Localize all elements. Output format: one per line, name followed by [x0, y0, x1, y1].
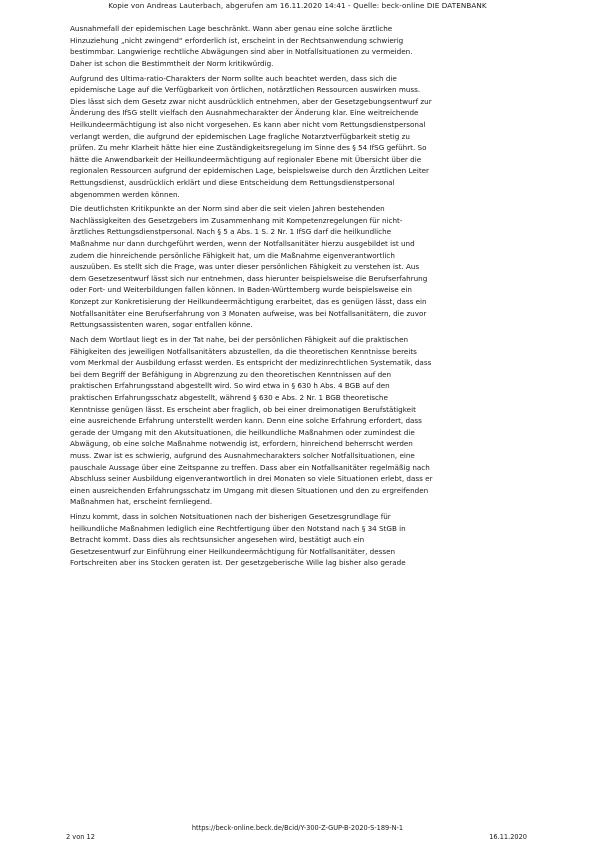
footer-date: 16.11.2020 [489, 833, 527, 841]
text-line: praktischen Erfahrungsschatz abgestellt, während § 630 e Abs. 2 Nr. 1 BGB theoretische [70, 392, 388, 402]
text-line: Abschluss seiner Ausbildung eigenverantwortlich in drei Monaten so viele Situationen erlebt, dass er [70, 474, 433, 484]
text-line: heilkundliche Maßnahmen lediglich eine Rechtfertigung über den Notstand nach § 34 StGB in [70, 523, 406, 533]
text-line: Änderung des IfSG stellt vielfach den Ausnahmecharakter der Änderung klar. Eine weitreichende [70, 108, 419, 118]
text-line: epidemische Lage auf die Verfügbarkeit von örtlichen, notärztlichen Ressourcen auswirken muss. [70, 85, 421, 95]
text-line: Abwägung, ob eine solche Maßnahme notwendig ist, erfordern, hinreichend beherrscht werden [70, 439, 413, 449]
text-line: Heilkundeermächtigung ist also nicht vorgesehen. Es kann aber nicht vom Rettungsdienstpersonal [70, 119, 426, 129]
text-line: praktischen Erfahrungsstand abgestellt wird. So wird etwa in § 630 h Abs. 4 BGB auf den [70, 381, 390, 391]
text-line: hätte die Anwendbarkeit der Heilkundeermächtigung auf regionaler Ebene mit Übersicht über die [70, 154, 422, 164]
text-line: dem Gesetzesentwurf lässt sich nur entnehmen, dass hierunter beispielsweise die Berufserfahrung [70, 273, 428, 283]
text-line: regionalen Ressourcen aufgrund der epidemischen Lage, beispielsweise durch den Ärztlichen Leiter [70, 166, 430, 176]
text-line: Fähigkeiten des jeweiligen Notfallsanitäters abzustellen, da die theoretischen Kenntnisse bereits [70, 346, 417, 356]
paragraph [70, 73, 530, 201]
text-line: Rettungsassistenten waren, sogar entfallen könne. [70, 320, 253, 330]
text-line: Maßnahmen hat, erscheint fernliegend. [70, 497, 213, 507]
text-line: pauschale Aussage über eine Zeitspanne zu treffen. Dass aber ein Notfallsanitäter regelmäßig nach [70, 462, 430, 472]
page-footer [0, 821, 595, 841]
text-line: Fortschreiten aber ins Stocken geraten ist. Der gesetzgeberische Wille lag bisher also gerade [70, 558, 406, 568]
paragraph [70, 511, 530, 569]
footer-url[interactable]: https://beck-online.beck.de/Bcid/Y-300-Z-GUP-B-2020-S-189-N-1 [191, 824, 404, 832]
text-line: Maßnahme nur dann durchgeführt werden, wenn der Notfallsanitäter hierzu ausgebildet ist und [70, 239, 415, 249]
text-line: gerade der Umgang mit den Akutsituationen, die heilkundliche Maßnahmen oder zumindest die [70, 427, 415, 437]
text-line: Die deutlichsten Kritikpunkte an der Norm sind aber die seit vielen Jahren bestehenden [70, 204, 385, 214]
text-line: verlangt werden, die aufgrund der epidemischen Lage fragliche Notarztverfügbarkeit stetig zu [70, 131, 410, 141]
text-line: ärztliches Rettungsdienstpersonal. Nach § 5 a Abs. 1 S. 2 Nr. 1 IfSG darf die heilkundliche [70, 227, 392, 237]
text-line: zudem die hinreichende persönliche Fähigkeit hat, um die Maßnahme eigenverantwortlich [70, 250, 395, 260]
text-line: oder Fort- und Weiterbildungen fallen können. In Baden-Württemberg wurde beispielsweise ein [70, 285, 412, 295]
text-line: eine ausreichende Erfahrung unterstellt werden kann. Denn eine solche Erfahrung erfordert, dass [70, 416, 422, 426]
paragraph [70, 203, 530, 331]
text-line: prüfen. Zu mehr Klarheit hätte hier eine Zuständigkeitsregelung im Sinne des § 54 IfSG geführt. So [70, 143, 427, 153]
text-line: Hinzu kommt, dass in solchen Notsituationen nach der bisherigen Gesetzesgrundlage für [70, 512, 391, 522]
text-line: Hinzuziehung „nicht zwingend“ erforderlich ist, erscheint in der Rechtsanwendung schwierig [70, 35, 404, 45]
text-line: Dies lässt sich dem Gesetz zwar nicht ausdrücklich entnehmen, aber der Gesetzgebungsentwurf zur [70, 96, 432, 106]
text-line: Konzept zur Konkretisierung der Heilkundeermächtigung erarbeitet, das es genügen lässt, dass ein [70, 297, 427, 307]
paragraph [70, 334, 530, 508]
text-line: vom Merkmal der Ausbildung erfasst werden. Es entspricht der medizinrechtlichen Systematik, dass [70, 358, 432, 368]
text-line: Gesetzesentwurf zur Einführung einer Heilkundeermächtigung für Notfallsanitäter, dessen [70, 546, 396, 556]
text-line: Kenntnisse genügen lässt. Es erscheint aber fraglich, ob bei einer dreimonatigen Berufstätigkeit [70, 404, 416, 414]
text-line: Nachlässigkeiten des Gesetzgebers im Zusammenhang mit Kompetenzregelungen für nicht- [70, 215, 403, 225]
text-line: abgenommen werden können. [70, 189, 180, 199]
text-line: bestimmbar. Langwierige rechtliche Abwägungen sind aber in Notfallsituationen zu vermeiden. [70, 47, 413, 57]
text-line: einen ausreichenden Erfahrungsschatz im Umgang mit diesen Situationen und den zu ergreifenden [70, 485, 429, 495]
page-header: Kopie von Andreas Lauterbach, abgerufen am 16.11.2020 14:41 - Quelle: beck-online DIE DATENBANK [108, 1, 487, 10]
page-number: 2 von 12 [66, 833, 95, 841]
text-line: auszuüben. Es stellt sich die Frage, was unter dieser persönlichen Fähigkeit zu verstehen ist. Aus [70, 262, 420, 272]
text-line: Ausnahmefall der epidemischen Lage beschränkt. Wann aber genau eine solche ärztliche [70, 24, 393, 33]
text-line: Rettungsdienst, ausdrücklich erklärt und diese Entscheidung dem Rettungsdienstpersonal [70, 177, 395, 187]
paragraph [70, 23, 530, 69]
text-line: Betracht kommt. Dass dies als rechtsunsicher angesehen wird, bestätigt auch ein [70, 535, 365, 545]
text-line: Daher ist schon die Bestimmtheit der Norm kritikwürdig. [70, 58, 274, 68]
document-body [70, 23, 530, 572]
text-line: bei dem Begriff der Befähigung in Abgrenzung zu den theoretischen Kenntnissen auf den [70, 369, 392, 379]
text-line: Aufgrund des Ultima-ratio-Charakters der Norm sollte auch beachtet werden, dass sich die [70, 73, 397, 83]
text-line: Notfallsanitäter eine Berufserfahrung von 3 Monaten aufweise, was bei Notfallsanitätern, die zuvor [70, 308, 427, 318]
text-line: Nach dem Wortlaut liegt es in der Tat nahe, bei der persönlichen Fähigkeit auf die praktischen [70, 335, 409, 344]
text-line: muss. Zwar ist es schwierig, aufgrund des Ausnahmecharakters solcher Notfallsituationen, eine [70, 450, 415, 460]
